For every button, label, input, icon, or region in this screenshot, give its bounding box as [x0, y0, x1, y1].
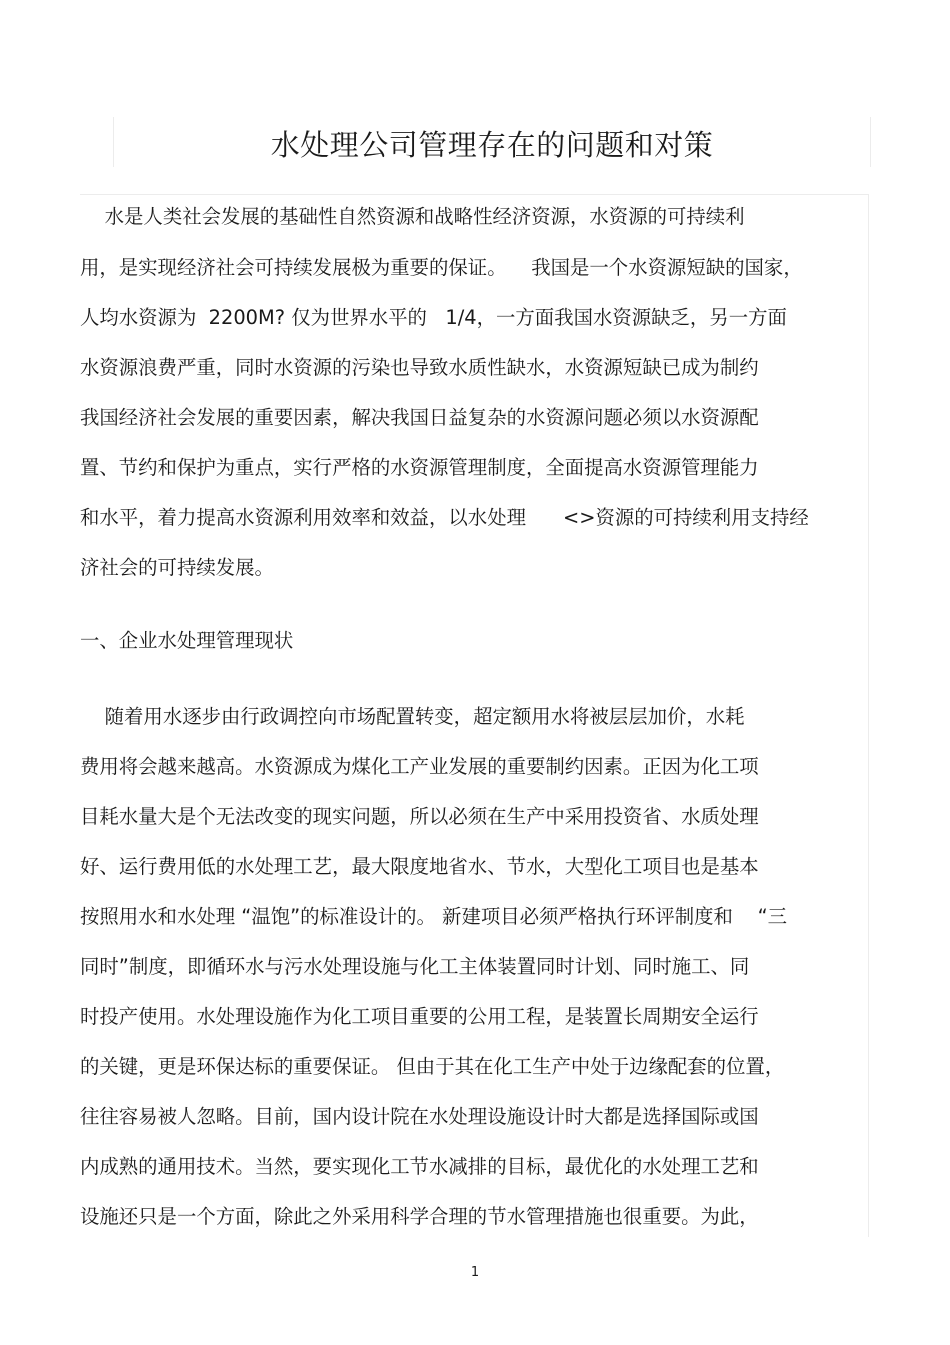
text-line: 目耗水量大是个无法改变的现实问题，所以必须在生产中采用投资省、水质处理: [80, 805, 759, 828]
text-line: 的关键，更是环保达标的重要保证。 但由于其在化工生产中处于边缘配套的位置，: [80, 1055, 785, 1078]
text-line: 置、节约和保护为重点，实行严格的水资源管理制度，全面提高水资源管理能力: [80, 456, 759, 479]
title-box: [113, 117, 871, 167]
section-heading: 一、企业水处理管理现状: [80, 629, 294, 652]
page-number: 1: [470, 1265, 480, 1280]
text-line: 随着用水逐步由行政调控向市场配置转变，超定额用水将被层层加价，水耗: [80, 705, 745, 728]
text-line: 设施还只是一个方面，除此之外采用科学合理的节水管理措施也很重要。为此，: [80, 1205, 759, 1228]
text-line: 我国经济社会发展的重要因素，解决我国日益复杂的水资源问题必须以水资源配: [80, 406, 759, 429]
text-line: 时投产使用。水处理设施作为化工项目重要的公用工程，是装置长周期安全运行: [80, 1005, 759, 1028]
text-line: 人均水资源为 2200M? 仅为世界水平的 1/4，一方面我国水资源缺乏，另一方面: [80, 306, 787, 329]
document-title: 水处理公司管理存在的问题和对策: [270, 128, 714, 162]
text-line: 好、运行费用低的水处理工艺，最大限度地省水、节水，大型化工项目也是基本: [80, 855, 759, 878]
text-line: 同时”制度，即循环水与污水处理设施与化工主体装置同时计划、同时施工、同: [80, 955, 750, 978]
text-line: 按照用水和水处理 “温饱”的标准设计的。 新建项目必须严格执行环评制度和 “三: [80, 905, 788, 928]
text-line: 内成熟的通用技术。当然，要实现化工节水减排的目标，最优化的水处理工艺和: [80, 1155, 759, 1178]
text-line: 往往容易被人忽略。目前，国内设计院在水处理设施设计时大都是选择国际或国: [80, 1105, 759, 1128]
text-line: 水是人类社会发展的基础性自然资源和战略性经济资源，水资源的可持续利: [80, 205, 745, 228]
text-line: 水资源浪费严重，同时水资源的污染也导致水质性缺水，水资源短缺已成为制约: [80, 356, 759, 379]
text-line: 济社会的可持续发展。: [80, 556, 274, 579]
text-line: 用，是实现经济社会可持续发展极为重要的保证。 我国是一个水资源短缺的国家，: [80, 256, 803, 279]
text-line: 和水平，着力提高水资源利用效率和效益，以水处理 <>资源的可持续利用支持经: [80, 506, 809, 529]
text-line: 费用将会越来越高。水资源成为煤化工产业发展的重要制约因素。正因为化工项: [80, 755, 759, 778]
